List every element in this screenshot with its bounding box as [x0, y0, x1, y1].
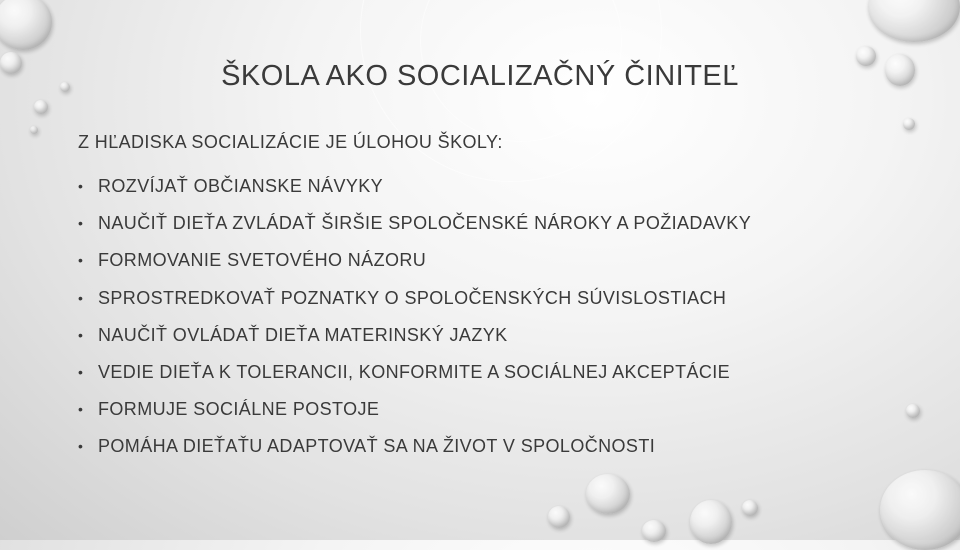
slide-title: ŠKOLA AKO SOCIALIZAČNÝ ČINITEĽ — [221, 60, 739, 92]
list-item — [78, 360, 898, 384]
list-item — [78, 286, 898, 310]
bullet-icon: • — [78, 326, 84, 343]
list-item-text: ROZVÍJAŤ OBČIANSKE NÁVYKY — [98, 176, 384, 196]
water-drop-icon — [742, 500, 758, 516]
list-item-text: VEDIE DIEŤA K TOLERANCII, KONFORMITE A SOCIÁLNEJ AKCEPTÁCIE — [98, 361, 731, 382]
water-drop-icon — [586, 474, 630, 514]
list-item-text: FORMOVANIE SVETOVÉHO NÁZORU — [98, 250, 427, 271]
water-drop-icon — [903, 118, 915, 130]
list-item-text: NAUČIŤ DIEŤA ZVLÁDAŤ ŠIRŠIE SPOLOČENSKÉ NÁROKY A POŽIADAVKY — [98, 213, 752, 234]
water-drop-icon — [30, 126, 38, 134]
bullet-icon: • — [78, 438, 84, 455]
bullet-icon: • — [78, 252, 84, 269]
bullet-icon: • — [78, 401, 84, 418]
list-item-text: POMÁHA DIEŤAŤU ADAPTOVAŤ SA NA ŽIVOT V SPOLOČNOSTI — [98, 436, 656, 457]
water-drop-icon — [880, 470, 960, 550]
water-drop-icon — [0, 0, 52, 50]
water-drop-icon — [548, 506, 570, 528]
list-item — [78, 248, 898, 272]
bullet-icon: • — [78, 289, 84, 306]
list-item — [78, 174, 898, 198]
list-item — [78, 397, 898, 421]
bullet-icon: • — [78, 215, 84, 232]
list-item-text: FORMUJE SOCIÁLNE POSTOJE — [98, 399, 380, 420]
list-item — [78, 211, 898, 235]
water-drop-icon — [906, 404, 920, 418]
slide-body — [78, 130, 898, 472]
water-drop-icon — [34, 100, 48, 114]
list-item — [78, 323, 898, 347]
intro-text: Z HĽADISKA SOCIALIZÁCIE JE ÚLOHOU ŠKOLY: — [78, 132, 503, 152]
list-item-text: NAUČIŤ OVLÁDAŤ DIEŤA MATERINSKÝ JAZYK — [98, 324, 508, 345]
list-item — [78, 434, 898, 458]
bullet-list — [78, 174, 898, 458]
list-item-text: SPROSTREDKOVAŤ POZNATKY O SPOLOČENSKÝCH SÚVISLOSTIACH — [98, 287, 727, 308]
bullet-icon: • — [78, 178, 84, 194]
bullet-icon: • — [78, 363, 84, 380]
water-drop-icon — [868, 0, 960, 42]
water-drop-icon — [642, 520, 666, 542]
water-drop-icon — [690, 500, 732, 544]
